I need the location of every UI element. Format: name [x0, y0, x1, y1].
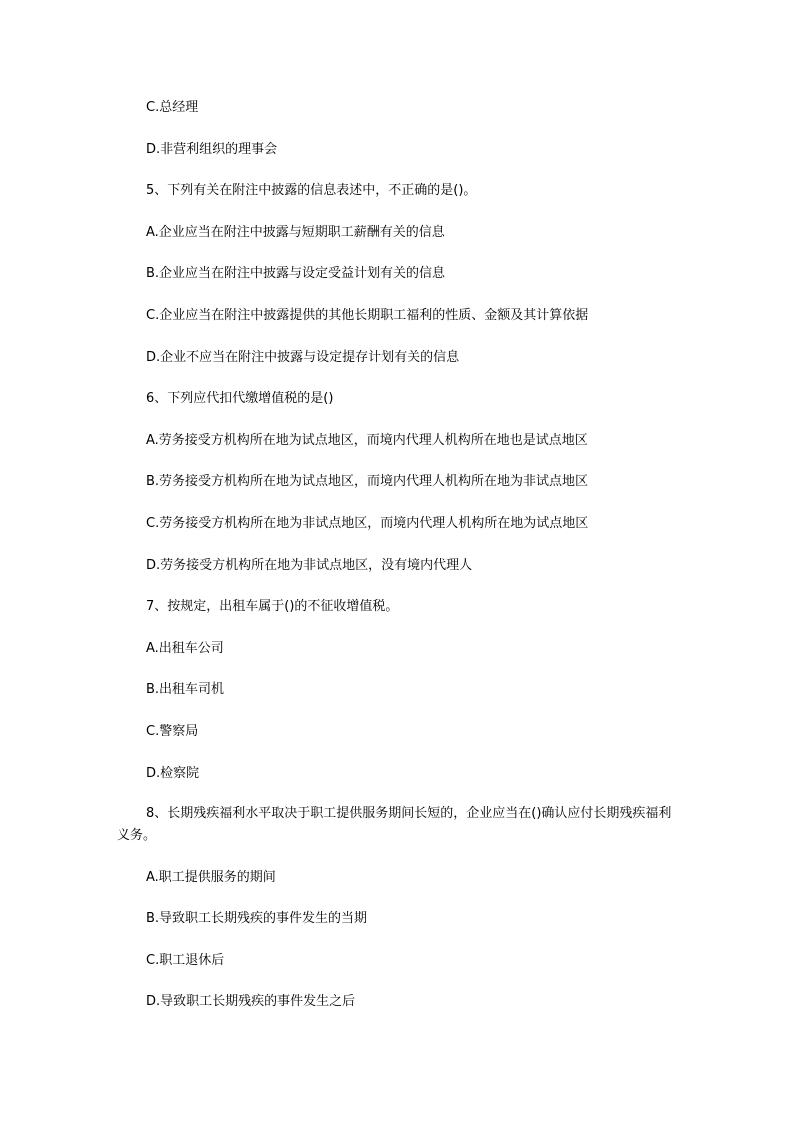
question-6: 6、下列应代扣代缴增值税的是() [146, 391, 334, 406]
q6-option-d: D.劳务接受方机构所在地为非试点地区，没有境内代理人 [146, 558, 473, 573]
q7-option-b: B.出租车司机 [146, 682, 225, 697]
option-d-nonprofit-board: D.非营利组织的理事会 [146, 142, 278, 157]
q5-option-a: A.企业应当在附注中披露与短期职工薪酬有关的信息 [146, 225, 445, 240]
q5-option-d: D.企业不应当在附注中披露与设定提存计划有关的信息 [146, 350, 460, 365]
option-c-manager: C.总经理 [146, 100, 199, 115]
q7-option-d: D.检察院 [146, 766, 200, 781]
question-7: 7、按规定，出租车属于()的不征收增值税。 [146, 599, 399, 614]
q7-option-c: C.警察局 [146, 724, 199, 739]
q5-option-c: C.企业应当在附注中披露提供的其他长期职工福利的性质、金额及其计算依据 [146, 308, 589, 323]
q5-option-b: B.企业应当在附注中披露与设定受益计划有关的信息 [146, 266, 446, 281]
q8-option-d: D.导致职工长期残疾的事件发生之后 [146, 994, 356, 1009]
question-5: 5、下列有关在附注中披露的信息表述中，不正确的是()。 [146, 183, 477, 198]
q8-option-c: C.职工退休后 [146, 953, 225, 968]
q6-option-c: C.劳务接受方机构所在地为非试点地区，而境内代理人机构所在地为试点地区 [146, 516, 589, 531]
q6-option-a: A.劳务接受方机构所在地为试点地区，而境内代理人机构所在地也是试点地区 [146, 433, 588, 448]
q8-option-b: B.导致职工长期残疾的事件发生的当期 [146, 911, 368, 926]
q7-option-a: A.出租车公司 [146, 641, 224, 656]
q8-option-a: A.职工提供服务的期间 [146, 870, 276, 885]
q6-option-b: B.劳务接受方机构所在地为试点地区，而境内代理人机构所在地为非试点地区 [146, 474, 589, 489]
question-8: 8、长期残疾福利水平取决于职工提供服务期间长短的，企业应当在()确认应付长期残疾福利义务。 [117, 806, 672, 843]
